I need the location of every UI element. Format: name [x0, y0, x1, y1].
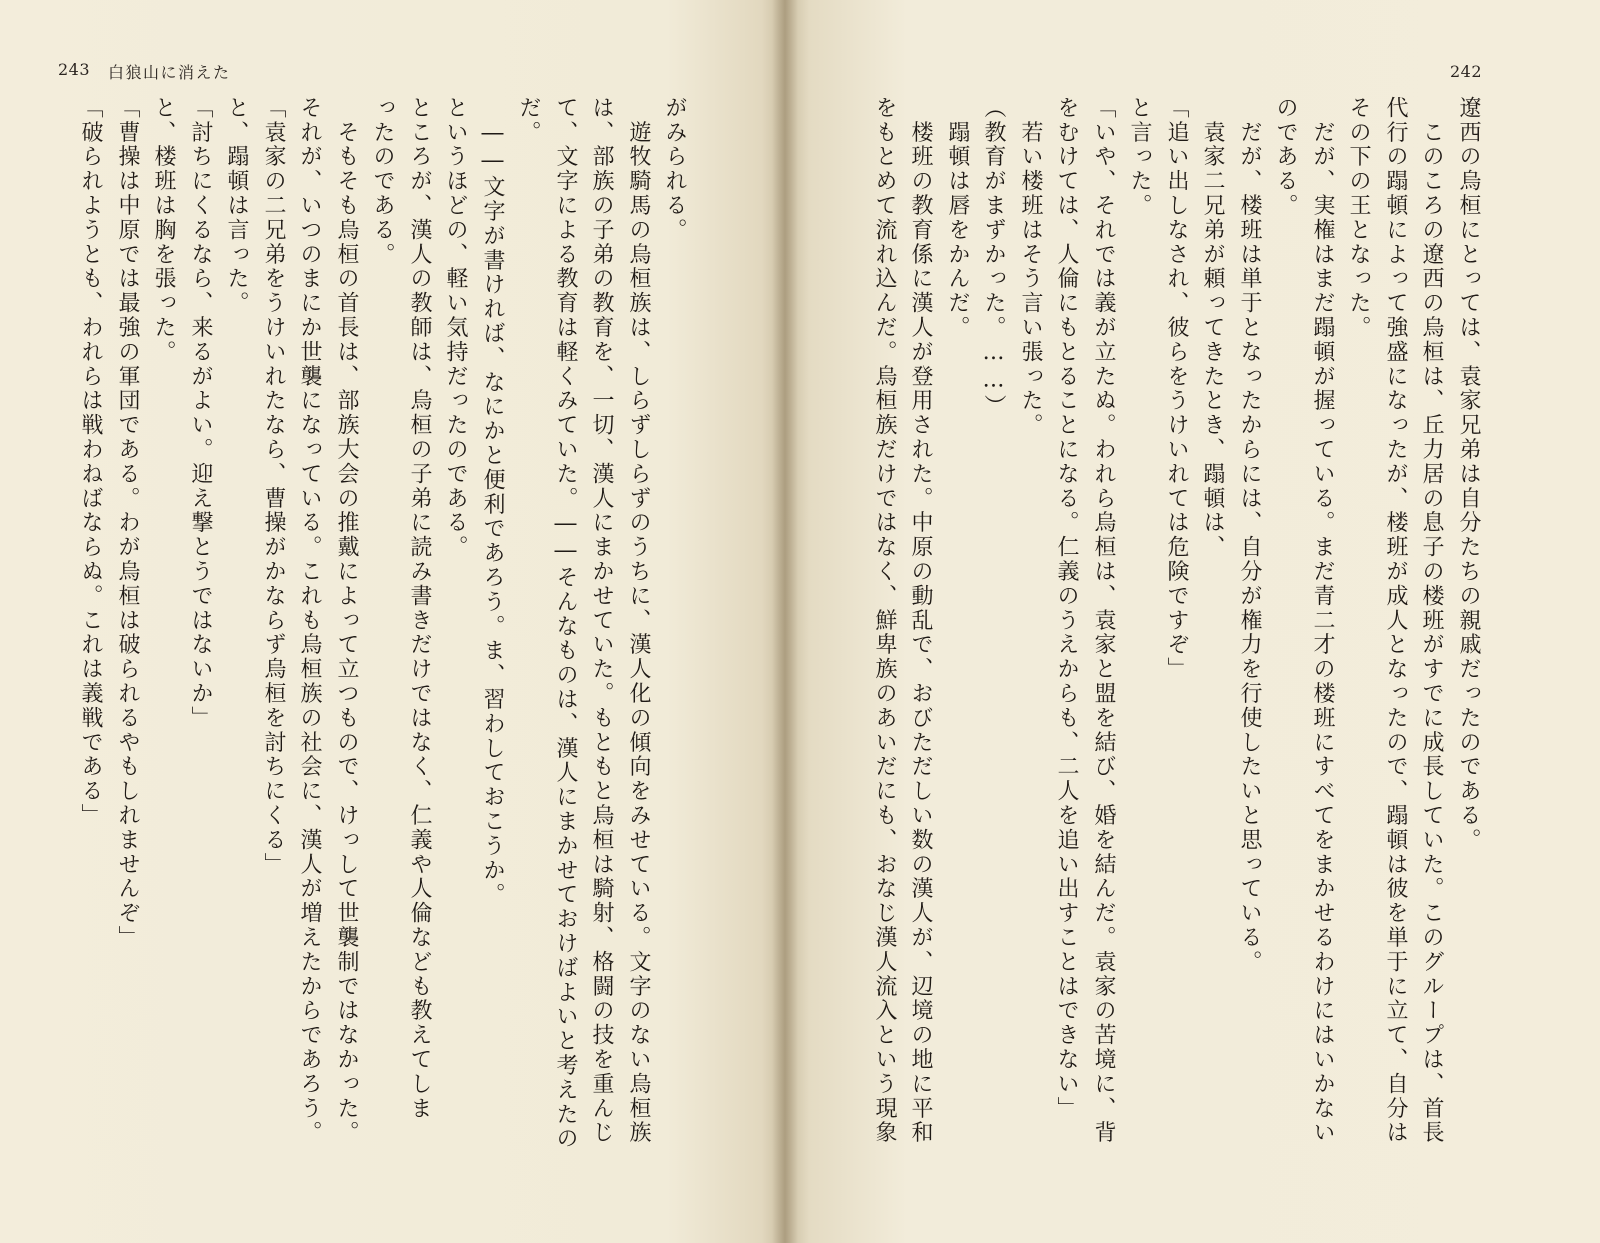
text-line: をもとめて流れ込んだ。烏桓族だけではなく、鮮卑族のあいだにも、おなじ漢人流入という現象 — [872, 96, 897, 1146]
left-page-number: 243 — [58, 60, 91, 79]
text-line: 「いや、それでは義が立たぬ。われら烏桓は、袁家と盟を結び、婚を結んだ。袁家の苦境に、背 — [1091, 96, 1116, 1146]
text-line: 「討ちにくるなら、来るがよい。迎え撃とうではないか」 — [188, 96, 213, 731]
text-line: と、楼班は胸を張った。 — [151, 96, 176, 365]
text-line: ――文字が書ければ、なにかと便利であろう。ま、習わしておこうか。 — [480, 96, 505, 908]
text-line: 「袁家の二兄弟をうけいれたなら、曹操がかならず烏桓を討ちにくる」 — [261, 96, 286, 877]
text-line: このころの遼西の烏桓は、丘力居の息子の楼班がすでに成長していた。このグループは、首長 — [1419, 96, 1444, 1146]
text-line: は、部族の子弟の教育を、一切、漢人にまかせていた。もともと烏桓は騎射、格闘の技を重んじ — [589, 96, 614, 1146]
text-line: と言った。 — [1127, 96, 1152, 218]
text-line: 代行の蹋頓によって強盛になったが、楼班が成人となったので、蹋頓は彼を単于に立て、自分は — [1383, 96, 1408, 1146]
text-line: 蹋頓は唇をかんだ。 — [945, 96, 970, 340]
text-line: そもそも烏桓の首長は、部族大会の推戴によって立つもので、けっして世襲制ではなかった。 — [334, 96, 359, 1146]
text-line: 袁家二兄弟が頼ってきたとき、蹋頓は、 — [1200, 96, 1225, 560]
text-line: その下の王となった。 — [1346, 96, 1371, 340]
running-title: 白狼山に消えた — [108, 63, 231, 82]
text-line: がみられる。 — [662, 96, 687, 243]
text-line: 遊牧騎馬の烏桓族は、しらずしらずのうちに、漢人化の傾向をみせている。文字のない烏桓族 — [626, 96, 651, 1146]
right-page-number: 242 — [1450, 62, 1483, 81]
right-page — [785, 0, 1600, 1243]
text-line: だが、実権はまだ蹋頓が握っている。まだ青二才の楼班にすべてをまかせるわけにはいかない — [1310, 96, 1335, 1146]
text-line: というほどの、軽い気持だったのである。 — [443, 96, 468, 560]
text-line: 遼西の烏桓にとっては、袁家兄弟は自分たちの親戚だったのである。 — [1456, 96, 1481, 853]
text-line: それが、いつのまにか世襲になっている。これも烏桓族の社会に、漢人が増えたからであろう。 — [297, 96, 322, 1146]
text-line: ところが、漢人の教師は、烏桓の子弟に読み書きだけではなく、仁義や人倫なども教えてしま — [407, 96, 432, 1121]
text-line: 若い楼班はそう言い張った。 — [1018, 96, 1043, 438]
text-line: 「曹操は中原では最強の軍団である。わが烏桓は破られるやもしれませんぞ」 — [115, 96, 140, 950]
text-line: （教育がまずかった。……） — [981, 96, 1006, 420]
book-gutter — [772, 0, 798, 1243]
text-line: 「破られようとも、われらは戦わねばならぬ。これは義戦である」 — [78, 96, 103, 828]
text-line: のである。 — [1273, 96, 1298, 218]
left-page — [0, 0, 785, 1243]
text-line: と、蹋頓は言った。 — [224, 96, 249, 316]
text-line: 楼班の教育係に漢人が登用された。中原の動乱で、おびただしい数の漢人が、辺境の地に平和 — [908, 96, 933, 1146]
text-line: 「追い出しなされ、彼らをうけいれては危険ですぞ」 — [1164, 96, 1189, 682]
text-line: だが、楼班は単于となったからには、自分が権力を行使したいと思っている。 — [1237, 96, 1262, 975]
text-line: だ。 — [516, 96, 541, 145]
text-line: て、文字による教育は軽くみていた。――そんなものは、漢人にまかせておけばよいと考えたの — [553, 96, 578, 1152]
text-line: をむけては、人倫にもとることになる。仁義のうえからも、二人を追い出すことはできない」 — [1054, 96, 1079, 1121]
text-line: ったのである。 — [370, 96, 395, 267]
